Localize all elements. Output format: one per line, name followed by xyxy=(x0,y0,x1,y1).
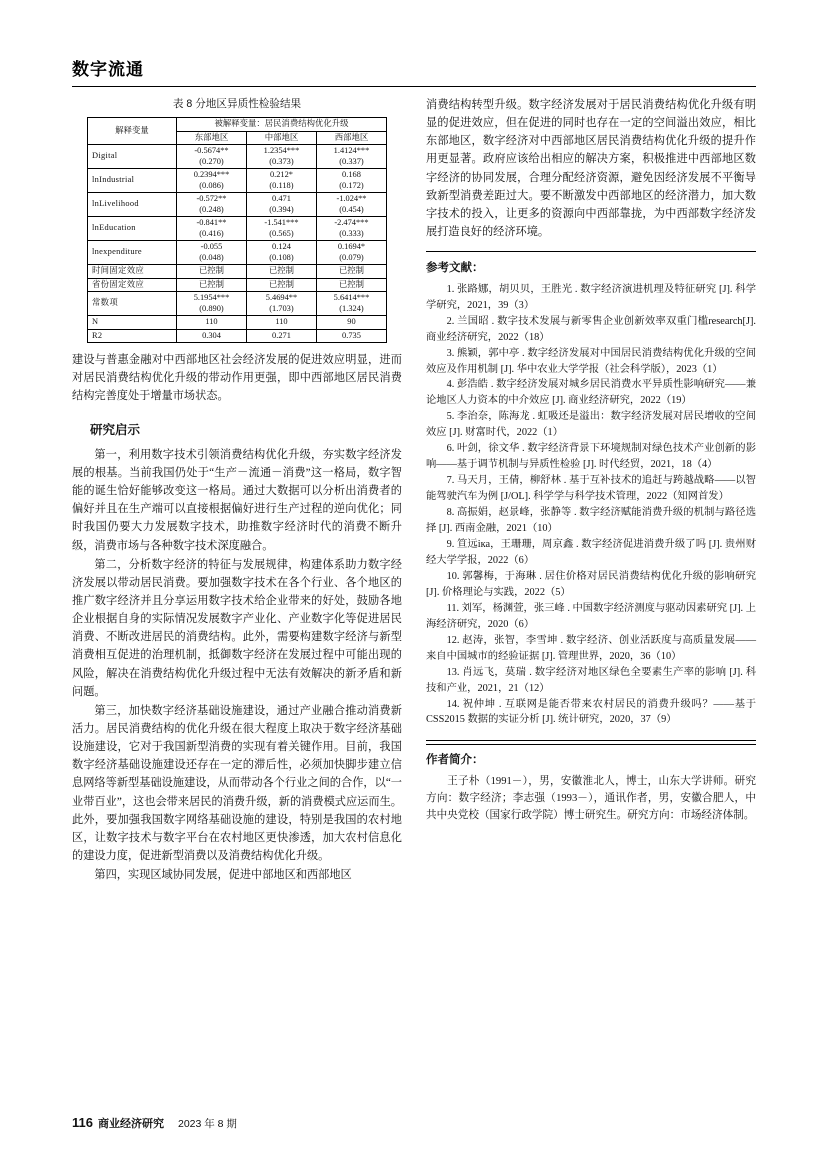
cell-se: (0.172) xyxy=(339,180,364,190)
row-cell xyxy=(316,145,386,169)
cell-se: (0.394) xyxy=(269,204,294,214)
reference-item: 8. 高振娟，赵景峰，张静等 . 数字经济赋能消费升级的机制与路径选择 [J]. 西南金融，2021（10） xyxy=(426,507,756,535)
right-column xyxy=(426,96,756,825)
cell-coef: 0.735 xyxy=(342,330,361,340)
cell-coef: -1.024** xyxy=(336,194,367,204)
cell-se: (0.454) xyxy=(339,204,364,214)
journal-name: 商业经济研究 xyxy=(97,1118,164,1130)
cell-coef: 0.2394*** xyxy=(193,170,230,180)
cell-coef: -0.055 xyxy=(200,242,223,252)
row-variable: N xyxy=(88,316,177,330)
row-cell xyxy=(316,278,386,292)
left-column xyxy=(72,96,402,885)
heterogeneity-table xyxy=(87,117,387,343)
body-paragraph: 消费结构转型升级。数字经济发展对于居民消费结构优化升级有明显的促进效应，但在促进的同时也存在一定的空间溢出效应，相比东部地区，数字经济对中西部地区居民消费结构优化升级的提升作用更显著。政府应该给出相应的解决方案，积极推进中西部地区数字经济的协同发展，合理分配经济资源，避免因经济发展不平衡导致新型消费差距过大。要不断激发中西部地区的经济潜力，加大数字技术的投入，让更多的资源向中西部靠拢，为中西部数字经济发展打造良好的经济环境。 xyxy=(426,99,756,238)
row-cell xyxy=(316,316,386,330)
cell-se: (0.333) xyxy=(339,228,364,238)
cell-se: (0.565) xyxy=(269,228,294,238)
table-row xyxy=(88,278,387,292)
row-cell xyxy=(316,193,386,217)
header-divider xyxy=(72,86,756,87)
table-row xyxy=(88,292,387,316)
cell-coef: -0.841** xyxy=(196,218,227,228)
cell-coef: -0.5674** xyxy=(194,146,229,156)
row-variable: lnexpenditure xyxy=(88,241,177,265)
cell-coef: -1.541*** xyxy=(264,218,299,228)
body-paragraph: 第二，分析数字经济的特征与发展规律，构建体系助力数字经济发展以带动居民消费。要加强数字技术在各个行业、各个地区的推广数字经济并且分享运用数字技术给企业带来的好处，鼓励各地企业根据自身的实际情况发展数字产业化、产业数字化等促进居民消费、不断改进居民的消费结构。此外，需要构建数字经济与新型消费相互促进的治理机制，抵御数字经济在发展过程中可能出现的风险，解决在消费结构优化升级过程中无法有效解决的新矛盾和新问题。 xyxy=(72,558,402,698)
row-cell xyxy=(177,329,247,343)
cell-coef: 5.6414*** xyxy=(333,293,370,303)
section-title: 数字流通 xyxy=(72,60,144,79)
research-implications-heading: 研究启示 xyxy=(90,422,141,437)
body-paragraph: 第三，加快数字经济基础设施建设，通过产业融合推动消费新活力。居民消费结构的优化升级在很大程度上取决于数字经济基础设施建设，它对于我国新型消费的实现有着关键作用。目前，我国数字经济基础设施建设还存在一定的滞后性，必须加快脚步建立信息网络等新型基础设施建设，从而带动各个行业之间的合作，以“一业带百业”，这也会带来居民的消费升级，新的消费模式应运而生。此外，要加强我国数字网络基础设施的建设，特别是我国的农村地区，让数字技术与数字平台在农村地区更快渗透，加大农村信息化的建设力度，促进新型消费以及消费结构优化升级。 xyxy=(72,704,402,862)
row-cell xyxy=(246,241,316,265)
row-variable: lnEducation xyxy=(88,217,177,241)
cell-se: (0.248) xyxy=(199,204,224,214)
table-row xyxy=(88,241,387,265)
table-header-variable: 解释变量 xyxy=(88,118,177,145)
cell-coef: 90 xyxy=(347,317,356,327)
row-cell xyxy=(177,316,247,330)
cell-coef: 0.124 xyxy=(272,242,291,252)
cell-coef: 0.271 xyxy=(272,330,291,340)
cell-coef: 5.1954*** xyxy=(193,293,230,303)
row-cell xyxy=(177,278,247,292)
cell-coef: -2.474*** xyxy=(334,218,369,228)
cell-coef: 已控制 xyxy=(338,279,365,289)
table-row xyxy=(88,329,387,343)
reference-item: 10. 郭馨梅，于海琳 . 居住价格对居民消费结构优化升级的影响研究 [J]. 价格理论与实践，2022（5） xyxy=(426,570,756,598)
author-bio-block xyxy=(426,740,756,824)
table-header-dependent: 被解释变量：居民消费结构优化升级 xyxy=(177,118,387,132)
cell-coef: 5.4694** xyxy=(265,293,298,303)
references-divider xyxy=(426,251,756,252)
cell-coef: 0.1694* xyxy=(337,242,366,252)
cell-coef: 已控制 xyxy=(198,266,225,276)
reference-item: 2. 兰国昭 . 数字技术发展与新零售企业创新效率双重门槛research[J]. 商业经济研究，2022（18） xyxy=(426,315,756,343)
page-footer xyxy=(72,1115,756,1131)
reference-item: 5. 李治奈，陈海龙 . 虹吸还是溢出：数字经济发展对居民增收的空间效应 [J]. 财富时代，2022（1） xyxy=(426,411,756,439)
row-variable: lnLivelihood xyxy=(88,193,177,217)
cell-coef: -0.572** xyxy=(196,194,227,204)
row-cell xyxy=(246,145,316,169)
table-row xyxy=(88,145,387,169)
row-cell xyxy=(177,241,247,265)
reference-item: 7. 马天月，王倩，柳舒林 . 基于互补技术的追赶与跨越战略——以智能驾驶汽车为例 [J/OL]. 科学学与科学技术管理，2022（知网首发） xyxy=(426,475,756,503)
reference-item: 12. 赵涛，张智，李雪坤 . 数字经济、创业活跃度与高质量发展——来自中国城市的经验证据 [J]. 管理世界，2020，36（10） xyxy=(426,634,756,662)
reference-item: 6. 叶剑，徐文华 . 数字经济背景下环境规制对绿色技术产业创新的影响——基于调节机制与异质性检验 [J]. 时代经贸，2021，18（4） xyxy=(426,443,756,471)
page-header xyxy=(72,55,756,87)
issue-label: 2023 年 8 期 xyxy=(177,1118,237,1130)
table-row xyxy=(88,316,387,330)
row-cell xyxy=(246,329,316,343)
row-cell xyxy=(316,169,386,193)
cell-se: (0.416) xyxy=(199,228,224,238)
table-row xyxy=(88,265,387,279)
table-col-west: 西部地区 xyxy=(316,131,386,145)
row-cell xyxy=(246,193,316,217)
cell-coef: 已控制 xyxy=(268,279,295,289)
cell-coef: 已控制 xyxy=(338,266,365,276)
row-cell xyxy=(246,217,316,241)
cell-se: (0.890) xyxy=(199,303,224,313)
table-caption: 表 8 分地区异质性检验结果 xyxy=(172,98,302,110)
cell-coef: 0.304 xyxy=(202,330,221,340)
cell-se: (0.079) xyxy=(339,252,364,262)
row-cell xyxy=(246,292,316,316)
reference-item: 1. 张路娜，胡贝贝，王胜光 . 数字经济演进机理及特征研究 [J]. 科学学研究，2021，39（3） xyxy=(426,283,756,311)
row-cell xyxy=(316,292,386,316)
cell-coef: 0.471 xyxy=(272,194,291,204)
table-header-row xyxy=(88,118,387,132)
cell-se: (0.086) xyxy=(199,180,224,190)
cell-se: (0.118) xyxy=(269,180,294,190)
cell-coef: 110 xyxy=(275,317,288,327)
reference-item: 11. 刘军，杨渊萱，张三峰 . 中国数字经济测度与驱动因素研究 [J]. 上海经济研究，2020（6） xyxy=(426,602,756,630)
cell-coef: 110 xyxy=(205,317,218,327)
cell-coef: 已控制 xyxy=(198,279,225,289)
author-bio-heading: 作者简介： xyxy=(426,754,484,767)
row-cell xyxy=(316,329,386,343)
row-cell xyxy=(177,169,247,193)
cell-coef: 0.212* xyxy=(269,170,293,180)
row-variable: 省份固定效应 xyxy=(88,278,177,292)
reference-item: 3. 熊颖，郭中亭 . 数字经济发展对中国居民消费结构优化升级的空间效应及作用机制 [J]. 华中农业大学学报（社会科学版），2023（1） xyxy=(426,347,756,375)
cell-se: (0.270) xyxy=(199,156,224,166)
reference-item: 4. 彭浩皓 . 数字经济发展对城乡居民消费水平异质性影响研究——兼论地区人力资本的中介效应 [J]. 商业经济研究，2022（19） xyxy=(426,379,756,407)
table-col-east: 东部地区 xyxy=(177,131,247,145)
author-bio-text: 王子朴（1991－），男，安徽淮北人，博士，山东大学讲师。研究方向：数字经济；李志强（1993－），通讯作者，男，安徽合肥人，中共中央党校（国家行政学院）博士研究生。研究方向：市场经济体制。 xyxy=(426,776,756,821)
row-variable: R2 xyxy=(88,329,177,343)
cell-se: (0.373) xyxy=(269,156,294,166)
reference-item: 14. 祝仲坤 . 互联网是能否带来农村居民的消费升级吗？——基于 CSS2015 数据的实证分析 [J]. 统计研究，2020，37（9） xyxy=(426,698,756,726)
row-cell xyxy=(177,145,247,169)
row-cell xyxy=(316,241,386,265)
row-cell xyxy=(246,278,316,292)
cell-se: (1.703) xyxy=(269,303,294,313)
cell-coef: 0.168 xyxy=(342,170,361,180)
cell-se: (1.324) xyxy=(339,303,364,313)
row-cell xyxy=(177,265,247,279)
body-paragraph: 建设与普惠金融对中西部地区社会经济发展的促进效应明显，进而对居民消费结构优化升级的带动作用更强，即中西部地区居民消费结构完善度处于增量市场状态。 xyxy=(72,354,402,403)
row-cell xyxy=(246,316,316,330)
body-paragraph: 第四，实现区域协同发展，促进中部地区和西部地区 xyxy=(94,869,352,882)
row-cell xyxy=(246,265,316,279)
reference-item: 9. 笪远іка，王珊珊，周京鑫 . 数字经济促进消费升级了吗 [J]. 贵州财经大学学报，2022（6） xyxy=(426,539,756,566)
row-cell xyxy=(177,193,247,217)
row-cell xyxy=(316,217,386,241)
cell-coef: 1.2354*** xyxy=(263,146,300,156)
row-cell xyxy=(316,265,386,279)
cell-se: (0.048) xyxy=(199,252,224,262)
row-cell xyxy=(246,169,316,193)
row-cell xyxy=(177,217,247,241)
cell-se: (0.108) xyxy=(269,252,294,262)
body-paragraph: 第一，利用数字技术引领消费结构优化升级，夯实数字经济发展的根基。当前我国仍处于“生产－流通－消费”这一格局，数字智能的诞生恰好能够改变这一格局。通过大数据可以分析出消费者的偏好并且在生产端可以直接根据偏好进行生产过程的逆向优化；同时我国仍要大力发展数字技术，助推数字经济时代的消费不断升级，消费市场与各种数字技术深度融合。 xyxy=(72,448,402,552)
table-col-central: 中部地区 xyxy=(246,131,316,145)
table-row xyxy=(88,169,387,193)
row-cell xyxy=(177,292,247,316)
row-variable: Digital xyxy=(88,145,177,169)
cell-coef: 已控制 xyxy=(268,266,295,276)
reference-item: 13. 肖远飞，莫瑞 . 数字经济对地区绿色全要素生产率的影响 [J]. 科技和产业，2021，21（12） xyxy=(426,666,756,694)
page-number: 116 xyxy=(72,1115,93,1130)
row-variable: lnIndustrial xyxy=(88,169,177,193)
table-row xyxy=(88,193,387,217)
cell-coef: 1.4124*** xyxy=(333,146,370,156)
references-heading: 参考文献： xyxy=(426,262,484,275)
table-row xyxy=(88,217,387,241)
row-variable: 时间固定效应 xyxy=(88,265,177,279)
row-variable: 常数项 xyxy=(88,292,177,316)
cell-se: (0.337) xyxy=(339,156,364,166)
